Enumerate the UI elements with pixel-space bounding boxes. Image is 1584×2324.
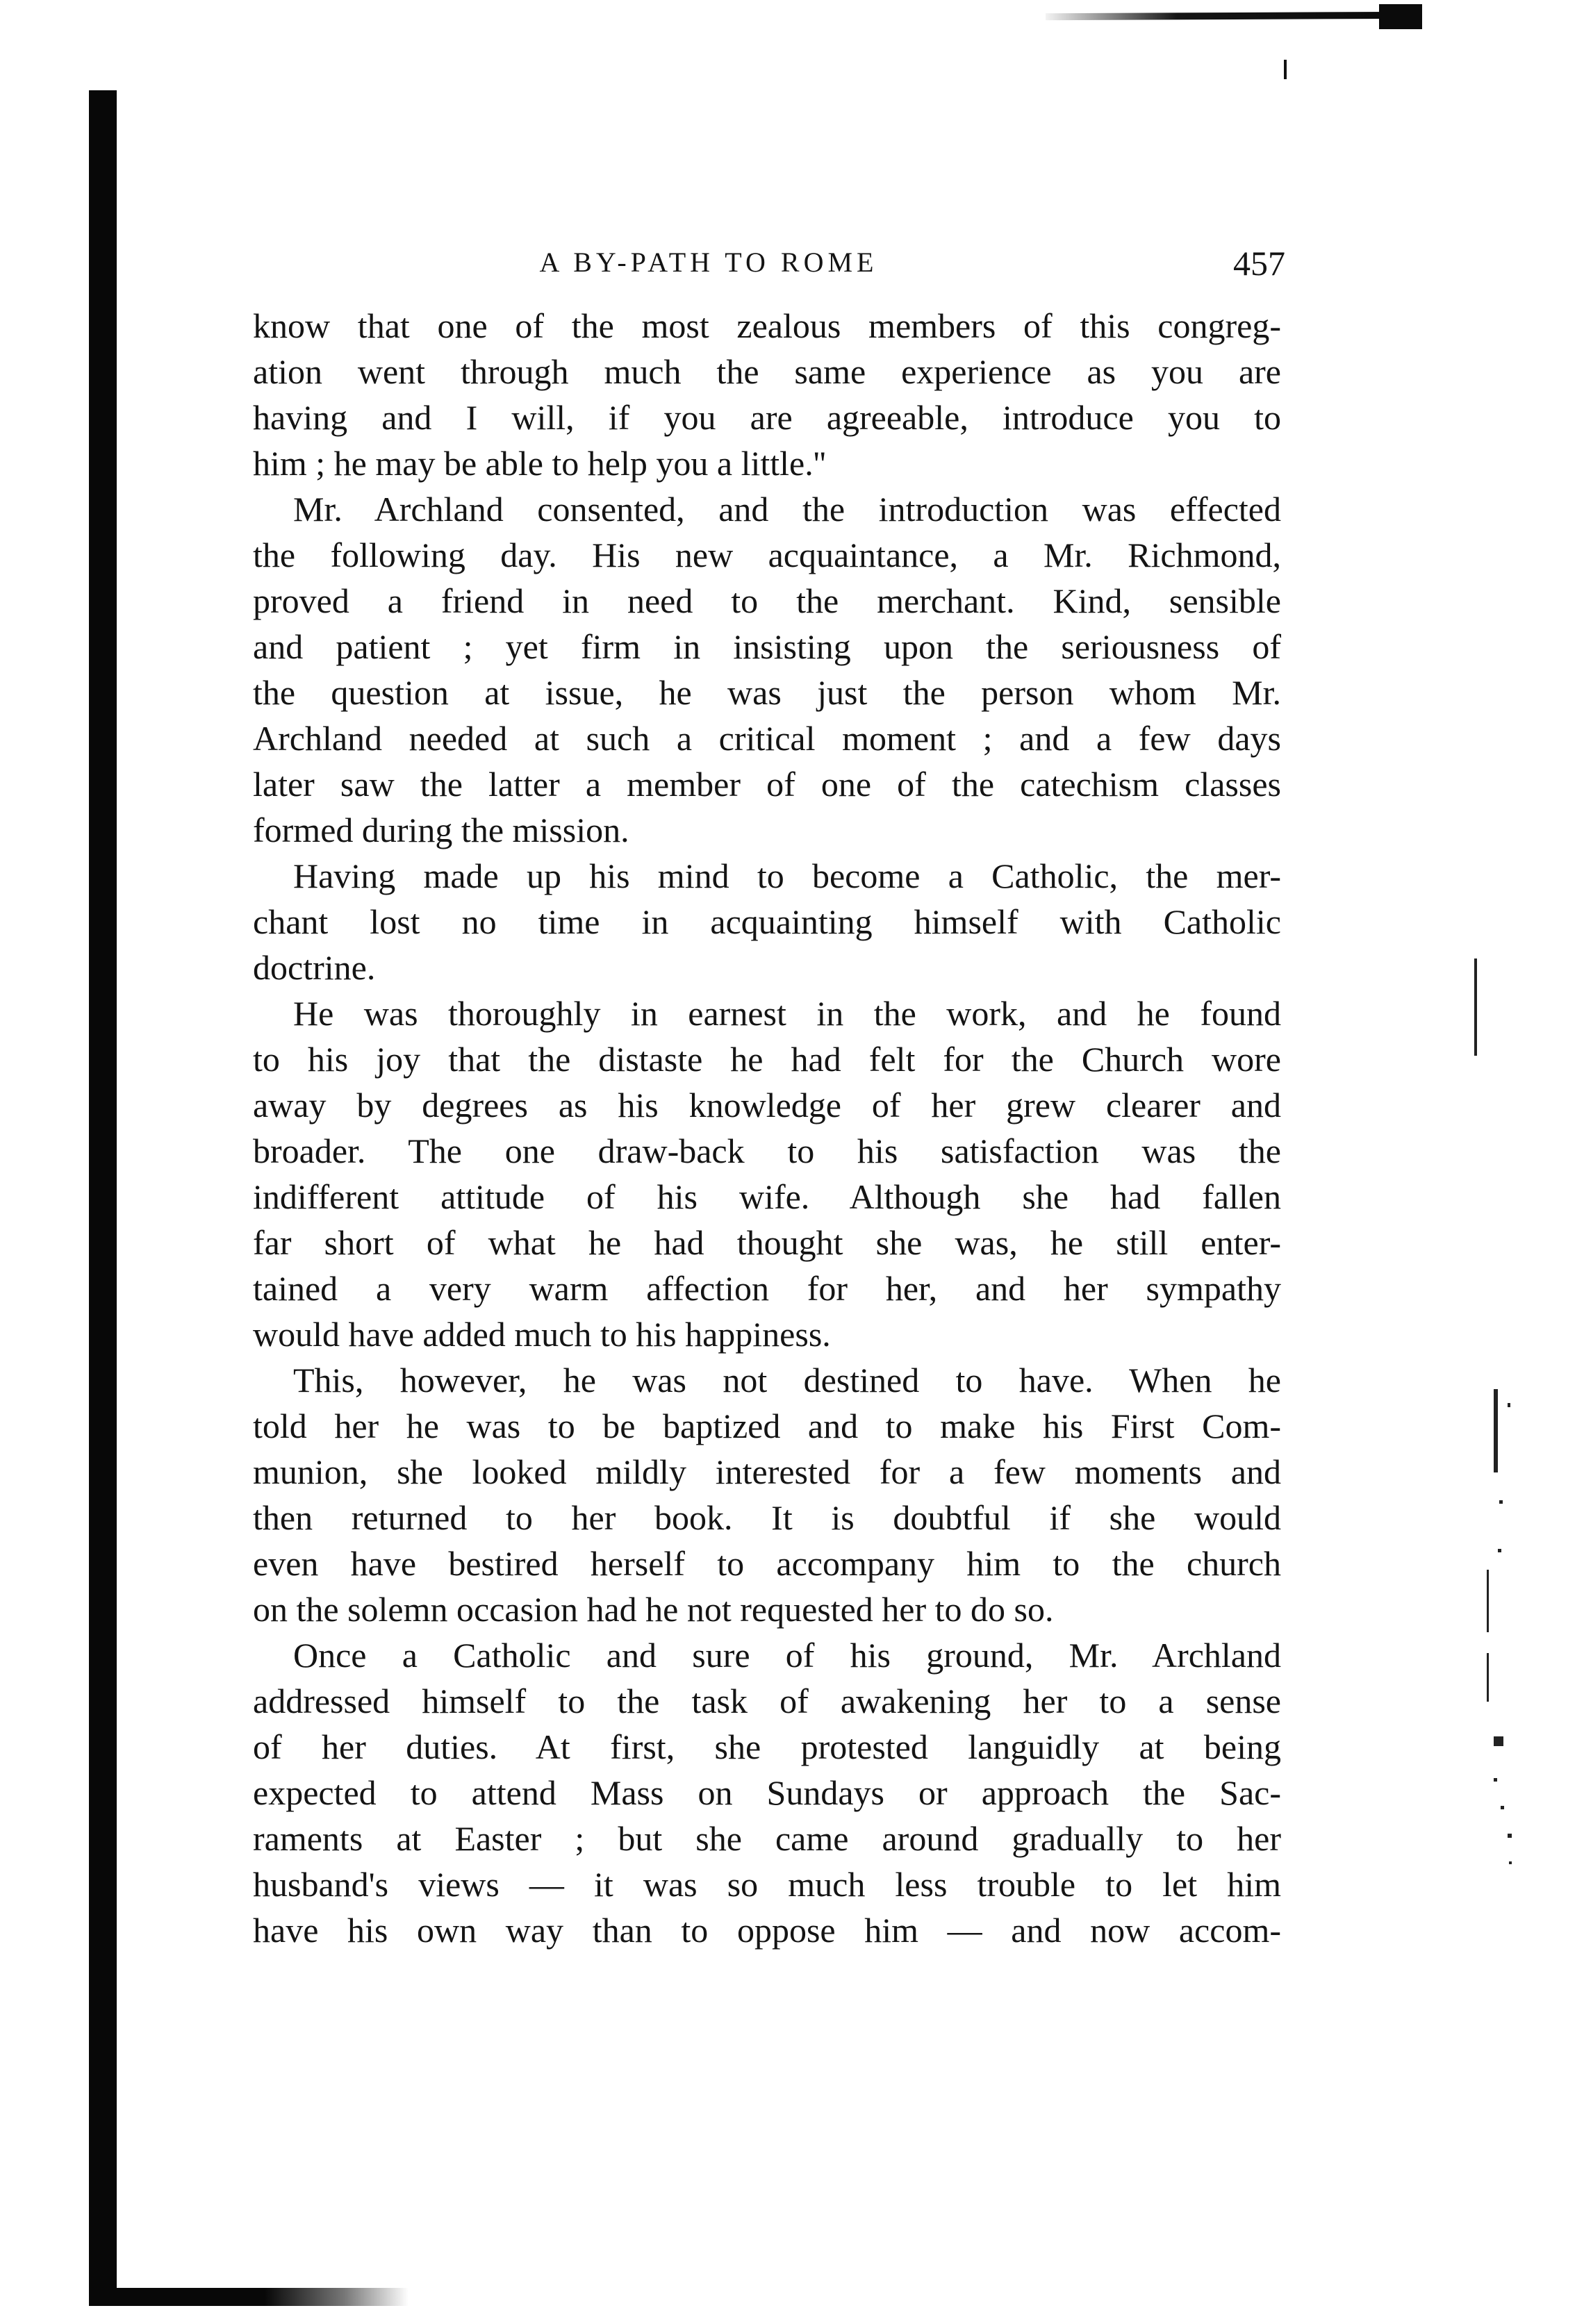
text-line: to his joy that the distaste he had felt for the Church wore <box>253 1040 1281 1079</box>
text-line: chant lost no time in acquainting himself with Catholic <box>253 902 1281 941</box>
text-line: This, however, he was not destined to have. When he <box>293 1361 1281 1400</box>
scan-tick-mark <box>1284 60 1287 79</box>
text-line: He was thoroughly in earnest in the work, and he found <box>293 994 1281 1033</box>
paragraph <box>253 486 1281 853</box>
scan-rule-top <box>1046 12 1421 20</box>
text-line: him ; he may be able to help you a little.'' <box>253 444 826 483</box>
text-line: tained a very warm affection for her, and her sympathy <box>253 1269 1281 1308</box>
binding-shadow-foot <box>89 2288 409 2306</box>
page-edge-specks <box>1466 958 1549 1945</box>
text-line: formed during the mission. <box>253 811 629 849</box>
text-line: away by degrees as his knowledge of her grew clearer and <box>253 1086 1281 1124</box>
page-number: 457 <box>1233 244 1285 283</box>
text-line: ation went through much the same experience as you are <box>253 352 1281 391</box>
text-line: then returned to her book. It is doubtful if she would <box>253 1498 1281 1537</box>
text-line: husband's views — it was so much less trouble to let him <box>253 1865 1281 1904</box>
body-text <box>253 303 1281 1953</box>
text-line: on the solemn occasion had he not requested her to do so. <box>253 1590 1054 1629</box>
text-line: told her he was to be baptized and to make his First Com- <box>253 1406 1281 1445</box>
text-line: even have bestired herself to accompany him to the church <box>253 1544 1281 1583</box>
text-line: have his own way than to oppose him — and now accom- <box>253 1911 1281 1950</box>
text-line: Archland needed at such a critical moment ; and a few days <box>253 719 1281 758</box>
text-line: know that one of the most zealous members of this congreg- <box>253 306 1281 345</box>
text-line: the question at issue, he was just the person whom Mr. <box>253 673 1281 712</box>
running-title: A BY-PATH TO ROME <box>539 247 878 278</box>
text-line: having and I will, if you are agreeable, introduce you to <box>253 398 1281 437</box>
text-line: doctrine. <box>253 948 376 987</box>
text-line: far short of what he had thought she was, he still enter- <box>253 1223 1281 1262</box>
text-line: expected to attend Mass on Sundays or approach the Sac- <box>253 1773 1281 1812</box>
paragraph <box>253 1632 1281 1953</box>
text-line: munion, she looked mildly interested for a few moments and <box>253 1452 1281 1491</box>
text-line: proved a friend in need to the merchant. Kind, sensible <box>253 581 1281 620</box>
text-line: Having made up his mind to become a Catholic, the mer- <box>293 856 1281 895</box>
paragraph <box>253 853 1281 990</box>
text-line: and patient ; yet firm in insisting upon the seriousness of <box>253 627 1281 666</box>
text-line: the following day. His new acquaintance, a Mr. Richmond, <box>253 536 1281 574</box>
text-line: addressed himself to the task of awakening her to a sense <box>253 1682 1281 1720</box>
text-line: later saw the latter a member of one of the catechism classes <box>253 765 1281 804</box>
scan-rule-end <box>1379 4 1422 29</box>
text-line: raments at Easter ; but she came around gradually to her <box>253 1819 1281 1858</box>
binding-shadow-bar <box>89 90 117 2302</box>
running-head <box>250 243 1285 299</box>
text-line: of her duties. At first, she protested languidly at being <box>253 1727 1281 1766</box>
text-line: Mr. Archland consented, and the introduction was effected <box>293 490 1281 529</box>
paragraph <box>253 303 1281 486</box>
paragraph <box>253 990 1281 1357</box>
text-line: would have added much to his happiness. <box>253 1315 831 1354</box>
text-line: broader. The one draw-back to his satisfaction was the <box>253 1131 1281 1170</box>
text-line: indifferent attitude of his wife. Although she had fallen <box>253 1177 1281 1216</box>
text-line: Once a Catholic and sure of his ground, Mr. Archland <box>293 1636 1281 1675</box>
paragraph <box>253 1357 1281 1632</box>
